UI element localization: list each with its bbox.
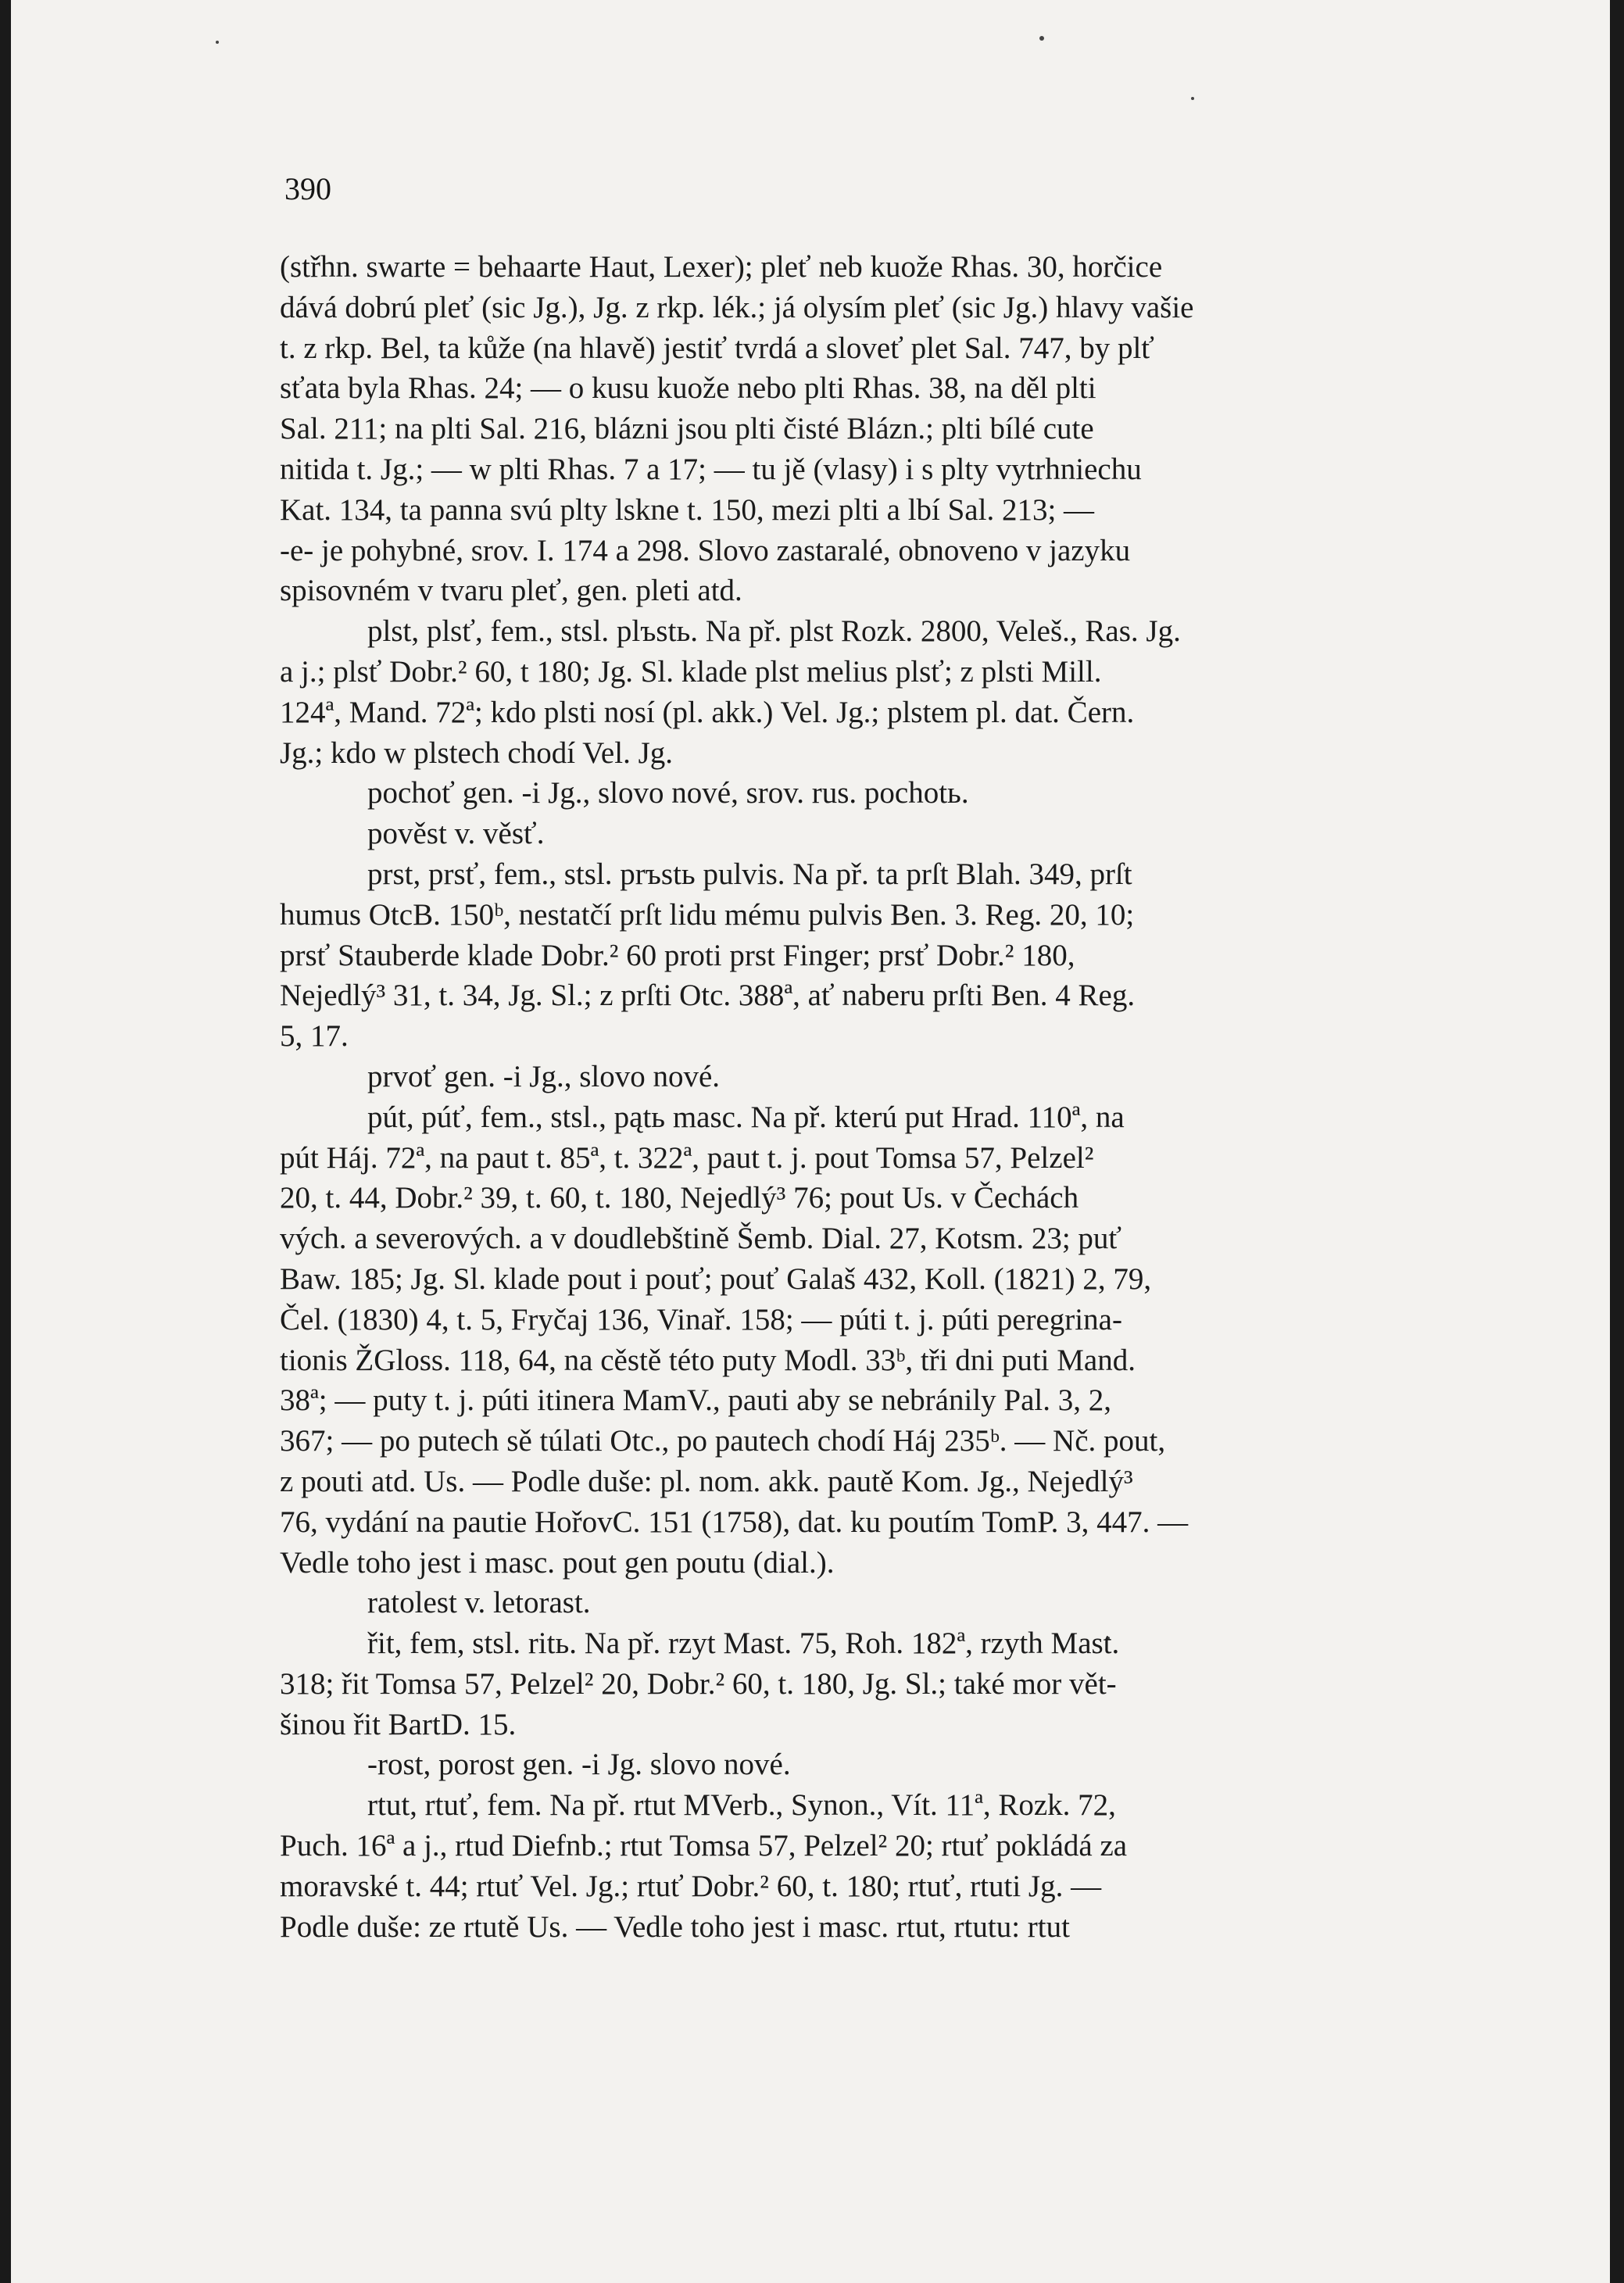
text-line: 5, 17. xyxy=(280,1019,349,1054)
text-line: Podle duše: ze rtutě Us. — Vedle toho jest i masc. rtut, rtutu: rtut xyxy=(280,1909,1070,1944)
text-line: Sal. 211; na plti Sal. 216, blázni jsou plti čisté Blázn.; plti bílé cute xyxy=(280,412,1094,446)
text-line: ratolest v. letorast. xyxy=(367,1586,591,1620)
scan-speck xyxy=(1191,97,1194,100)
text-line: rtut, rtuť, fem. Na př. rtut MVerb., Synon., Vít. 11ª, Rozk. 72, xyxy=(367,1788,1116,1823)
text-line: Vedle toho jest i masc. pout gen poutu (dial.). xyxy=(280,1545,835,1580)
text-line: pochoť gen. -i Jg., slovo nové, srov. rus. pochotь. xyxy=(367,776,969,811)
text-line: dává dobrú pleť (sic Jg.), Jg. z rkp. lék.; já olysím pleť (sic Jg.) hlavy vašie xyxy=(280,290,1194,324)
scan-speck xyxy=(216,41,219,44)
text-line: prvoť gen. -i Jg., slovo nové. xyxy=(367,1059,721,1093)
text-line: řit, fem, stsl. ritь. Na př. rzyt Mast. 75, Roh. 182ª, rzyth Mast. xyxy=(367,1626,1120,1661)
text-line: Kat. 134, ta panna svú plty lskne t. 150, mezi plti a lbí Sal. 213; — xyxy=(280,492,1095,527)
text-line: Puch. 16ª a j., rtud Diefnb.; rtut Tomsa 57, Pelzel² 20; rtuť pokládá za xyxy=(280,1829,1128,1863)
text-line: pút Háj. 72ª, na paut t. 85ª, t. 322ª, paut t. j. pout Tomsa 57, Pelzel² xyxy=(280,1140,1094,1175)
text-line: Jg.; kdo w plstech chodí Vel. Jg. xyxy=(280,735,674,770)
text-line: Nejedlý³ 31, t. 34, Jg. Sl.; z prſti Otc. 388ª, ať naberu prſti Ben. 4 Reg. xyxy=(280,979,1136,1013)
text-line: pověst v. věsť. xyxy=(367,817,545,851)
text-line: a j.; plsť Dobr.² 60, t 180; Jg. Sl. klade plst melius plsť; z plsti Mill. xyxy=(280,654,1102,689)
text-line: spisovném v tvaru pleť, gen. pleti atd. xyxy=(280,574,742,608)
text-line: moravské t. 44; rtuť Vel. Jg.; rtuť Dobr.² 60, t. 180; rtuť, rtuti Jg. — xyxy=(280,1869,1102,1903)
text-line: 367; — po putech sě túlati Otc., po pautech chodí Háj 235ᵇ. — Nč. pout, xyxy=(280,1424,1166,1458)
page xyxy=(11,0,1610,2283)
dictionary-text xyxy=(280,247,1404,1947)
scan-speck xyxy=(1039,36,1044,41)
text-line: tionis ŽGloss. 118, 64, na cěstě této puty Modl. 33ᵇ, tři dni puti Mand. xyxy=(280,1343,1136,1377)
text-line: Čel. (1830) 4, t. 5, Fryčaj 136, Vinař. 158; — púti t. j. púti peregrina- xyxy=(280,1302,1122,1337)
text-line: z pouti atd. Us. — Podle duše: pl. nom. akk. pautě Kom. Jg., Nejedlý³ xyxy=(280,1464,1133,1498)
text-line: 20, t. 44, Dobr.² 39, t. 60, t. 180, Nejedlý³ 76; pout Us. v Čechách xyxy=(280,1181,1079,1215)
text-line: prsť Stauberde klade Dobr.² 60 proti prst Finger; prsť Dobr.² 180, xyxy=(280,938,1075,972)
text-line: nitida t. Jg.; — w plti Rhas. 7 a 17; — tu jě (vlasy) i s plty vytrhniechu xyxy=(280,452,1142,486)
page-number: 390 xyxy=(284,171,331,206)
text-line: -rost, porost gen. -i Jg. slovo nové. xyxy=(367,1748,791,1782)
text-line: prst, prsť, fem., stsl. prъstь pulvis. Na př. ta prſt Blah. 349, prſt xyxy=(367,857,1132,891)
text-line: sťata byla Rhas. 24; — o kusu kuože nebo plti Rhas. 38, na děl plti xyxy=(280,371,1096,406)
text-line: 124ª, Mand. 72ª; kdo plsti nosí (pl. akk.) Vel. Jg.; plstem pl. dat. Čern. xyxy=(280,695,1135,729)
text-line: šinou řit BartD. 15. xyxy=(280,1707,517,1741)
text-line: Baw. 185; Jg. Sl. klade pout i pouť; pouť Galaš 432, Koll. (1821) 2, 79, xyxy=(280,1261,1152,1296)
text-line: t. z rkp. Bel, ta kůže (na hlavě) jestiť tvrdá a sloveť plet Sal. 747, by plť xyxy=(280,331,1154,365)
text-line: plst, plsť, fem., stsl. plъstь. Na př. plst Rozk. 2800, Veleš., Ras. Jg. xyxy=(367,614,1181,649)
text-line: -e- je pohybné, srov. I. 174 a 298. Slovo zastaralé, obnoveno v jazyku xyxy=(280,533,1131,567)
text-line: pút, púť, fem., stsl., pątь masc. Na př. kterú put Hrad. 110ª, na xyxy=(367,1100,1125,1134)
text-line: (střhn. swarte = behaarte Haut, Lexer); pleť neb kuože Rhas. 30, horčice xyxy=(280,250,1163,284)
text-line: 38ª; — puty t. j. púti itinera MamV., pauti aby se nebránily Pal. 3, 2, xyxy=(280,1383,1111,1418)
text-line: 76, vydání na pautie HořovC. 151 (1758), dat. ku poutím TomP. 3, 447. — xyxy=(280,1505,1189,1539)
text-line: vých. a severových. a v doudlebštině Šemb. Dial. 27, Kotsm. 23; puť xyxy=(280,1222,1122,1256)
text-line: 318; řit Tomsa 57, Pelzel² 20, Dobr.² 60, t. 180, Jg. Sl.; také mor vět- xyxy=(280,1666,1117,1701)
text-line: humus OtcB. 150ᵇ, nestatčí prſt lidu mému pulvis Ben. 3. Reg. 20, 10; xyxy=(280,897,1135,932)
